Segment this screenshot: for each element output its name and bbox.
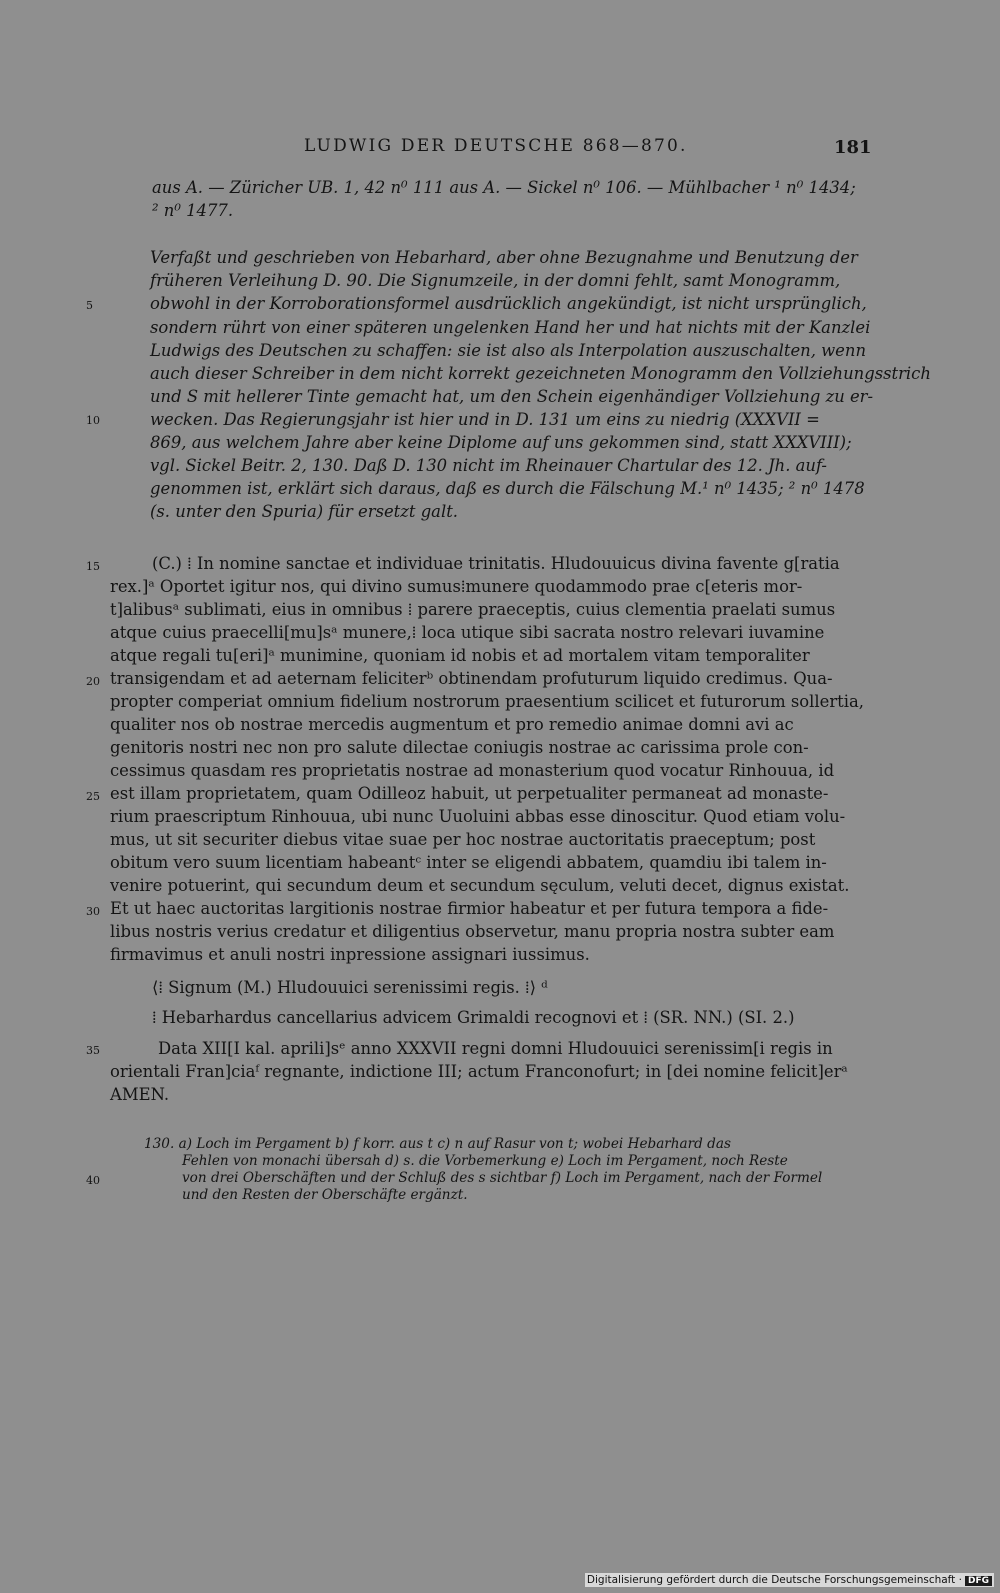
datum-line: orientali Fran]ciaᶠ regnante, indictione III; actum Franconofurt; in [dei nomine felicit]erᵃ — [110, 1062, 848, 1081]
line-number: 20 — [86, 675, 100, 688]
funding-footer — [585, 1573, 994, 1587]
charter-line: cessimus quasdam res proprietatis nostrae ad monasterium quod vocatur Rinhouua, id — [110, 761, 835, 780]
datum-line: Data XII[I kal. aprili]sᵉ anno XXXVII regni domni Hludouuici serenissim[i regis in — [158, 1039, 833, 1058]
charter-line: obitum vero suum licentiam habeantᶜ inter se eligendi abbatem, quamdiu ibi talem in- — [110, 853, 827, 872]
charter-line: propter comperiat omnium fidelium nostrorum praesentium scilicet et futurorum sollertia, — [110, 692, 864, 711]
dfg-logo: DFG — [965, 1576, 992, 1586]
prelim-line: sondern rührt von einer späteren ungelenken Hand her und hat nichts mit der Kanzlei — [150, 318, 871, 337]
line-number: 10 — [86, 414, 100, 427]
charter-line: transigendam et ad aeternam feliciterᵇ obtinendam profuturum liquido credimus. Qua- — [110, 669, 833, 688]
charter-line: rium praescriptum Rinhouua, ubi nunc Uuoluini abbas esse dinoscitur. Quod etiam volu- — [110, 807, 846, 826]
charter-line: (C.) ⁞ In nomine sanctae et individuae trinitatis. Hludouuicus divina favente g[ratia — [152, 554, 840, 573]
running-title: LUDWIG DER DEUTSCHE 868—870. — [304, 136, 688, 156]
charter-line: atque regali tu[eri]ᵃ munimine, quoniam id nobis et ad mortalem vitam temporaliter — [110, 646, 810, 665]
charter-line: t]alibusᵃ sublimati, eius in omnibus ⁞ parere praeceptis, cuius clementia praelati sumus — [110, 600, 836, 619]
prelim-line: Verfaßt und geschrieben von Hebarhard, aber ohne Bezugnahme und Benutzung der — [150, 248, 858, 267]
prelim-line: und S mit hellerer Tinte gemacht hat, um den Schein eigenhändiger Vollziehung zu er- — [150, 387, 874, 406]
footnote-line: 130. a) Loch im Pergament b) f korr. aus t c) n auf Rasur von t; wobei Hebarhard das — [144, 1136, 731, 1152]
line-number: 35 — [86, 1044, 100, 1057]
charter-line: firmavimus et anuli nostri inpressione assignari iussimus. — [110, 945, 590, 964]
footnote-line: und den Resten der Oberschäfte ergänzt. — [182, 1187, 468, 1203]
prelim-line: 869, aus welchem Jahre aber keine Diplome auf uns gekommen sind, statt XXXVIII); — [150, 433, 852, 452]
prelim-line: genommen ist, erklärt sich daraus, daß es durch die Fälschung M.¹ n⁰ 1435; ² n⁰ 1478 — [150, 479, 865, 498]
charter-line: venire potuerint, qui secundum deum et secundum sęculum, veluti decet, dignus existat. — [110, 876, 850, 895]
line-number: 5 — [86, 299, 93, 312]
footnote-line: Fehlen von monachi übersah d) s. die Vorbemerkung e) Loch im Pergament, noch Reste — [182, 1153, 788, 1169]
prelim-line: vgl. Sickel Beitr. 2, 130. Daß D. 130 nicht im Rheinauer Chartular des 12. Jh. auf- — [150, 456, 827, 475]
charter-line: genitoris nostri nec non pro salute dilectae coniugis nostrae ac carissima prole con- — [110, 738, 809, 757]
charter-line: libus nostris verius credatur et diligentius observetur, manu propria nostra subter eam — [110, 922, 835, 941]
charter-line: atque cuius praecelli[mu]sᵃ munere,⁞ loca utique sibi sacrata nostro relevari iuvamine — [110, 623, 825, 642]
charter-line: mus, ut sit securiter diebus vitae suae per hoc nostrae auctoritatis praeceptum; post — [110, 830, 816, 849]
sources-line: aus A. — Züricher UB. 1, 42 n⁰ 111 aus A. — Sickel n⁰ 106. — Mühlbacher ¹ n⁰ 1434; — [152, 178, 856, 197]
datum-line: AMEN. — [110, 1085, 170, 1104]
prelim-line: auch dieser Schreiber in dem nicht korrekt gezeichneten Monogramm den Vollziehungsstrich — [150, 364, 931, 383]
charter-line: qualiter nos ob nostrae mercedis augmentum et pro remedio animae domni avi ac — [110, 715, 794, 734]
prelim-line: (s. unter den Spuria) für ersetzt galt. — [150, 502, 458, 521]
charter-line: rex.]ᵃ Oportet igitur nos, qui divino sumus⁞munere quodammodo prae c[eteris mor- — [110, 577, 803, 596]
page-number: 181 — [834, 137, 872, 158]
footnote-line: von drei Oberschäften und der Schluß des s sichtbar f) Loch im Pergament, nach der Formel — [182, 1170, 823, 1186]
funding-text: Digitalisierung gefördert durch die Deutsche Forschungsgemeinschaft · — [586, 1574, 962, 1586]
prelim-line: früheren Verleihung D. 90. Die Signumzeile, in der domni fehlt, samt Monogramm, — [150, 271, 841, 290]
sources-line: ² n⁰ 1477. — [152, 201, 234, 220]
recognition-line: ⁞ Hebarhardus cancellarius advicem Grimaldi recognovi et ⁞ (SR. NN.) (SI. 2.) — [152, 1008, 795, 1027]
signum-line: ⟨⁞ Signum (M.) Hludouuici serenissimi regis. ⁞⟩ ᵈ — [152, 978, 548, 997]
line-number: 30 — [86, 905, 100, 918]
prelim-line: Ludwigs des Deutschen zu schaffen: sie ist also als Interpolation auszuschalten, wenn — [150, 341, 866, 360]
line-number: 25 — [86, 790, 100, 803]
line-number: 40 — [86, 1174, 100, 1187]
prelim-line: wecken. Das Regierungsjahr ist hier und in D. 131 um eins zu niedrig (XXXVII = — [150, 410, 820, 429]
prelim-line: obwohl in der Korroborationsformel ausdrücklich angekündigt, ist nicht ursprünglich, — [150, 294, 867, 313]
line-number: 15 — [86, 560, 100, 573]
charter-line: est illam proprietatem, quam Odilleoz habuit, ut perpetualiter permaneat ad monaste- — [110, 784, 829, 803]
charter-line: Et ut haec auctoritas largitionis nostrae firmior habeatur et per futura tempora a fide- — [110, 899, 829, 918]
